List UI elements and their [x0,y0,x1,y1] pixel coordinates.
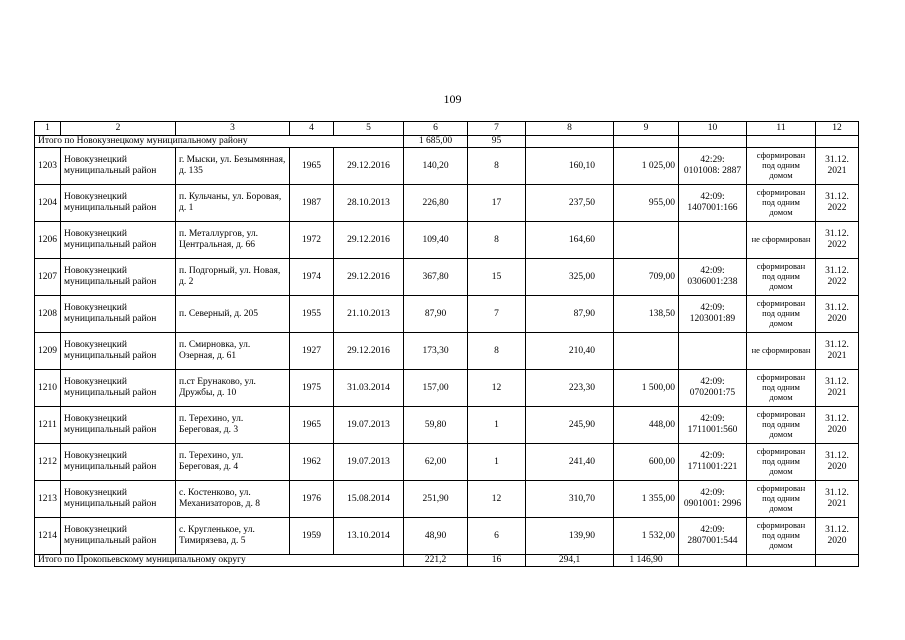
column-number: 10 [679,122,747,136]
residents-count: 17 [468,185,526,222]
district-name: Новокузнецкий муниципальный район [61,407,176,444]
residents-count: 1 [468,407,526,444]
cadastral-number: 42:09: 0306001:238 [679,259,747,296]
row-number: 1203 [35,148,61,185]
area-total: 210,40 [526,333,614,370]
area-value: 140,20 [404,148,468,185]
table-row [35,222,859,259]
build-year: 1976 [290,481,334,518]
land-area: 138,50 [614,296,679,333]
district-name: Новокузнецкий муниципальный район [61,370,176,407]
land-status: сформирован под одним домом [747,481,816,518]
subtotal-label: Итого по Новокузнецкому муниципальному району [35,136,404,148]
build-year: 1972 [290,222,334,259]
residents-count: 6 [468,518,526,555]
deadline-date: 31.12. 2021 [816,370,859,407]
area-total: 139,90 [526,518,614,555]
recognition-date: 28.10.2013 [334,185,404,222]
deadline-date: 31.12. 2022 [816,185,859,222]
table-row [35,259,859,296]
column-number: 11 [747,122,816,136]
cadastral-number: 42:09: 0702001:75 [679,370,747,407]
cadastral-number: 42:09: 1711001:221 [679,444,747,481]
subtotal-area-total: 294,1 [526,555,614,567]
subtotal-area: 221,2 [404,555,468,567]
area-total: 241,40 [526,444,614,481]
address: п. Подгорный, ул. Новая, д. 2 [176,259,290,296]
area-value: 157,00 [404,370,468,407]
row-number: 1204 [35,185,61,222]
area-total: 325,00 [526,259,614,296]
area-total: 160,10 [526,148,614,185]
row-number: 1206 [35,222,61,259]
land-status: сформирован под одним домом [747,444,816,481]
row-number: 1207 [35,259,61,296]
area-value: 48,90 [404,518,468,555]
land-status: не сформирован [747,222,816,259]
build-year: 1959 [290,518,334,555]
residents-count: 12 [468,481,526,518]
row-number: 1210 [35,370,61,407]
subtotal-people: 95 [468,136,526,148]
row-number: 1213 [35,481,61,518]
address: п. Смирновка, ул. Озерная, д. 61 [176,333,290,370]
build-year: 1962 [290,444,334,481]
build-year: 1975 [290,370,334,407]
recognition-date: 19.07.2013 [334,407,404,444]
subtotal-row-top [35,136,859,148]
cadastral-number [679,222,747,259]
cadastral-number [679,333,747,370]
cadastral-number: 42:09: 2807001:544 [679,518,747,555]
table-row [35,370,859,407]
row-number: 1214 [35,518,61,555]
build-year: 1927 [290,333,334,370]
column-number: 8 [526,122,614,136]
table-row [35,296,859,333]
deadline-date: 31.12. 2020 [816,296,859,333]
land-area: 1 025,00 [614,148,679,185]
deadline-date: 31.12. 2020 [816,407,859,444]
residents-count: 8 [468,148,526,185]
address: п. Терехино, ул. Береговая, д. 4 [176,444,290,481]
row-number: 1212 [35,444,61,481]
deadline-date: 31.12. 2022 [816,259,859,296]
district-name: Новокузнецкий муниципальный район [61,296,176,333]
area-value: 87,90 [404,296,468,333]
land-area: 448,00 [614,407,679,444]
table-row [35,148,859,185]
deadline-date: 31.12. 2021 [816,333,859,370]
column-number: 12 [816,122,859,136]
address: п. Кульчаны, ул. Боровая, д. 1 [176,185,290,222]
district-name: Новокузнецкий муниципальный район [61,481,176,518]
land-area: 709,00 [614,259,679,296]
residents-count: 1 [468,444,526,481]
row-number: 1208 [35,296,61,333]
area-total: 245,90 [526,407,614,444]
address: п. Северный, д. 205 [176,296,290,333]
land-status: сформирован под одним домом [747,259,816,296]
area-total: 310,70 [526,481,614,518]
area-value: 251,90 [404,481,468,518]
deadline-date: 31.12. 2020 [816,518,859,555]
column-number: 1 [35,122,61,136]
table-row [35,518,859,555]
land-area [614,333,679,370]
district-name: Новокузнецкий муниципальный район [61,518,176,555]
row-number: 1211 [35,407,61,444]
land-status: сформирован под одним домом [747,518,816,555]
land-status: сформирован под одним домом [747,148,816,185]
page-number: 109 [443,92,462,106]
table-row [35,481,859,518]
recognition-date: 21.10.2013 [334,296,404,333]
column-number: 9 [614,122,679,136]
build-year: 1955 [290,296,334,333]
subtotal-area: 1 685,00 [404,136,468,148]
column-number: 6 [404,122,468,136]
deadline-date: 31.12. 2020 [816,444,859,481]
land-status: не сформирован [747,333,816,370]
area-value: 62,00 [404,444,468,481]
district-name: Новокузнецкий муниципальный район [61,185,176,222]
column-number-header [35,122,859,136]
build-year: 1965 [290,148,334,185]
area-value: 367,80 [404,259,468,296]
address: п. Терехино, ул. Береговая, д. 3 [176,407,290,444]
column-number: 5 [334,122,404,136]
table-row [35,185,859,222]
deadline-date: 31.12. 2021 [816,148,859,185]
recognition-date: 13.10.2014 [334,518,404,555]
residents-count: 15 [468,259,526,296]
cadastral-number: 42:09: 1407001:166 [679,185,747,222]
cadastral-number: 42:29: 0101008: 2887 [679,148,747,185]
land-status: сформирован под одним домом [747,296,816,333]
table-row [35,333,859,370]
address: п. Металлургов, ул. Центральная, д. 66 [176,222,290,259]
column-number: 4 [290,122,334,136]
residents-count: 8 [468,333,526,370]
address: с. Костенково, ул. Механизаторов, д. 8 [176,481,290,518]
area-total: 87,90 [526,296,614,333]
recognition-date: 19.07.2013 [334,444,404,481]
recognition-date: 29.12.2016 [334,259,404,296]
address: с. Кругленькое, ул. Тимирязева, д. 5 [176,518,290,555]
cadastral-number: 42:09: 0901001: 2996 [679,481,747,518]
build-year: 1987 [290,185,334,222]
area-value: 226,80 [404,185,468,222]
row-number: 1209 [35,333,61,370]
recognition-date: 29.12.2016 [334,148,404,185]
area-value: 59,80 [404,407,468,444]
land-area: 1 500,00 [614,370,679,407]
register-table [34,121,859,567]
area-total: 164,60 [526,222,614,259]
land-status: сформирован под одним домом [747,407,816,444]
recognition-date: 31.03.2014 [334,370,404,407]
cadastral-number: 42:09: 1203001:89 [679,296,747,333]
district-name: Новокузнецкий муниципальный район [61,444,176,481]
column-number: 3 [176,122,290,136]
land-area [614,222,679,259]
address: г. Мыски, ул. Безымянная, д. 135 [176,148,290,185]
recognition-date: 29.12.2016 [334,333,404,370]
cadastral-number: 42:09: 1711001:560 [679,407,747,444]
land-area: 1 532,00 [614,518,679,555]
district-name: Новокузнецкий муниципальный район [61,333,176,370]
land-area: 955,00 [614,185,679,222]
area-total: 237,50 [526,185,614,222]
residents-count: 12 [468,370,526,407]
table-row [35,407,859,444]
table-row [35,444,859,481]
land-area: 600,00 [614,444,679,481]
deadline-date: 31.12. 2022 [816,222,859,259]
recognition-date: 15.08.2014 [334,481,404,518]
district-name: Новокузнецкий муниципальный район [61,148,176,185]
build-year: 1965 [290,407,334,444]
land-status: сформирован под одним домом [747,370,816,407]
column-number: 7 [468,122,526,136]
subtotal-land-area: 1 146,90 [614,555,679,567]
subtotal-row-bottom [35,555,859,567]
subtotal-people: 16 [468,555,526,567]
land-status: сформирован под одним домом [747,185,816,222]
district-name: Новокузнецкий муниципальный район [61,259,176,296]
area-value: 173,30 [404,333,468,370]
residents-count: 7 [468,296,526,333]
area-total: 223,30 [526,370,614,407]
area-value: 109,40 [404,222,468,259]
land-area: 1 355,00 [614,481,679,518]
column-number: 2 [61,122,176,136]
district-name: Новокузнецкий муниципальный район [61,222,176,259]
deadline-date: 31.12. 2021 [816,481,859,518]
build-year: 1974 [290,259,334,296]
recognition-date: 29.12.2016 [334,222,404,259]
residents-count: 8 [468,222,526,259]
address: п.ст Ерунаково, ул. Дружбы, д. 10 [176,370,290,407]
subtotal-label: Итого по Прокопьевскому муниципальному округу [35,555,404,567]
